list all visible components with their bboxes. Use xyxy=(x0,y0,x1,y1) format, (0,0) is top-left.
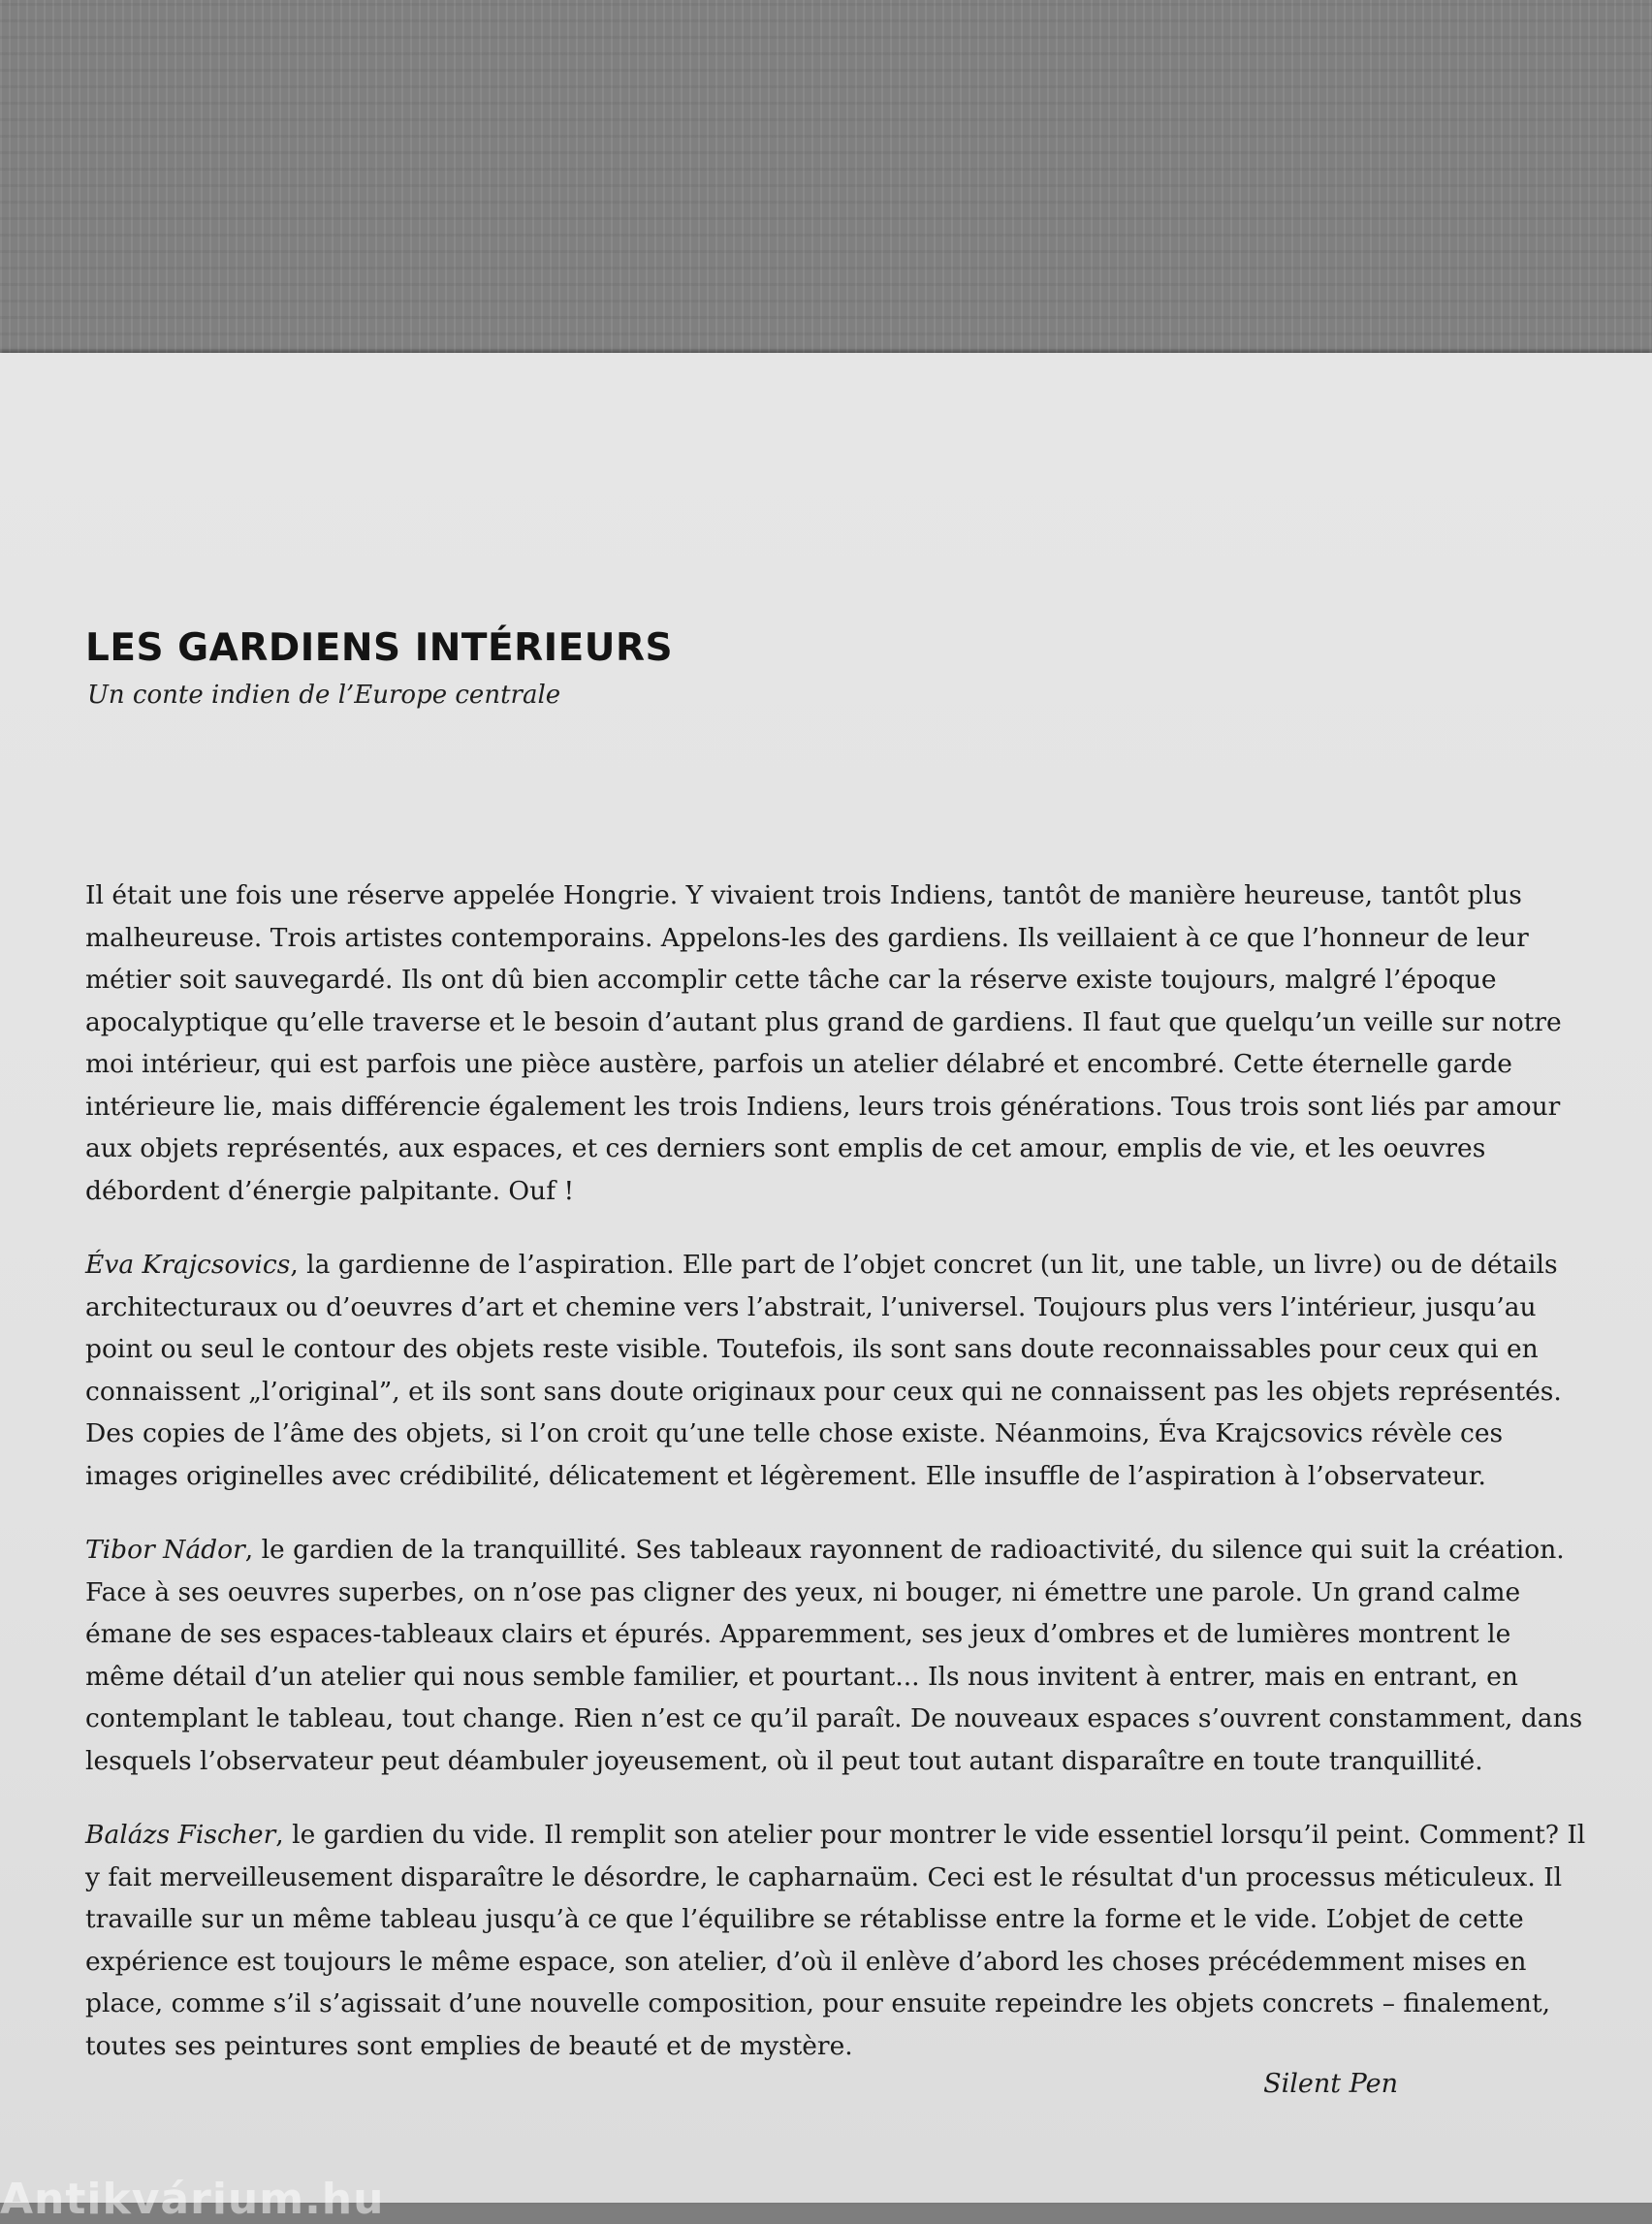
paragraph-fischer xyxy=(85,1814,1598,2067)
document-subtitle: Un conte indien de l’Europe centrale xyxy=(87,681,561,710)
paragraph-nador xyxy=(85,1529,1598,1782)
paragraph-text: , la gardienne de l’aspiration. Elle part de l’objet concret (un lit, une table, un livre) ou de détails architecturaux ou d’oeuvres d’art et chemine vers l’abstrait, l’universel. Toujours plus vers l’intérieur, jusqu’au point ou seul le contour des objets reste visible. Toutefois, ils sont sans doute reconnaissables pour ceux qui en connaissent „l’original”, et ils sont sans doute originaux pour ceux qui ne connaissent pas les objets représentés. Des copies de l’âme des objets, si l’on croit qu’une telle chose existe. Néanmoins, Éva Krajcsovics révèle ces images originelles avec crédibilité, délicatement et légèrement. Elle insuffle de l’aspiration à l’observateur. xyxy=(85,1250,1562,1491)
paragraph-lead: Éva Krajcsovics xyxy=(85,1250,291,1280)
document-title: LES GARDIENS INTÉRIEURS xyxy=(85,626,674,670)
paragraph-text: , le gardien de la tranquillité. Ses tableaux rayonnent de radioactivité, du silence qui suit la création. Face à ses oeuvres superbes, on n’ose pas cligner des yeux, ni bouger, ni émettre une parole. Un grand calme émane de ses espaces-tableaux clairs et épurés. Apparemment, ses jeux d’ombres et de lumières montrent le même détail d’un atelier qui nous semble familier, et pourtant... Ils nous invitent à entrer, mais en entrant, en contemplant le tableau, tout change. Rien n’est ce qu’il paraît. De nouveaux espaces s’ouvrent constamment, dans lesquels l’observateur peut déambuler joyeusement, où il peut tout autant disparaître en toute tranquillité. xyxy=(85,1535,1583,1776)
document-page xyxy=(0,353,1652,2224)
wood-background xyxy=(0,0,1652,368)
watermark: Antikvárium.hu xyxy=(0,2175,385,2224)
paragraph-text: , le gardien du vide. Il remplit son atelier pour montrer le vide essentiel lorsqu’il peint. Comment? Il y fait merveilleusement disparaître le désordre, le capharnaüm. Ceci est le résultat d'un processus méticuleux. Il travaille sur un même tableau jusqu’à ce que l’équilibre se rétablisse entre la forme et le vide. L’objet de cette expérience est toujours le même espace, son atelier, d’où il enlève d’abord les choses précédemment mises en place, comme s’il s’agissait d’une nouvelle composition, pour ensuite repeindre les objets concrets – finalement, toutes ses peintures sont emplies de beauté et de mystère. xyxy=(85,1820,1586,2061)
paragraph-intro xyxy=(85,874,1598,1212)
paragraph-text: Il était une fois une réserve appelée Hongrie. Y vivaient trois Indiens, tantôt de manière heureuse, tantôt plus malheureuse. Trois artistes contemporains. Appelons-les des gardiens. Ils veillaient à ce que l’honneur de leur métier soit sauvegardé. Ils ont dû bien accomplir cette tâche car la réserve existe toujours, malgré l’époque apocalyptique qu’elle traverse et le besoin d’autant plus grand de gardiens. Il faut que quelqu’un veille sur notre moi intérieur, qui est parfois une pièce austère, parfois un atelier délabré et encombré. Cette éternelle garde intérieure lie, mais différencie également les trois Indiens, leurs trois générations. Tous trois sont liés par amour aux objets représentés, aux espaces, et ces derniers sont emplis de cet amour, emplis de vie, et les oeuvres débordent d’énergie palpitante. Ouf ! xyxy=(85,880,1562,1206)
paragraph-lead: Balázs Fischer xyxy=(85,1820,276,1850)
paragraph-lead: Tibor Nádor xyxy=(85,1535,245,1565)
body-text xyxy=(85,874,1598,2099)
paragraph-krajcsovics xyxy=(85,1244,1598,1497)
signature: Silent Pen xyxy=(1263,2069,1398,2099)
